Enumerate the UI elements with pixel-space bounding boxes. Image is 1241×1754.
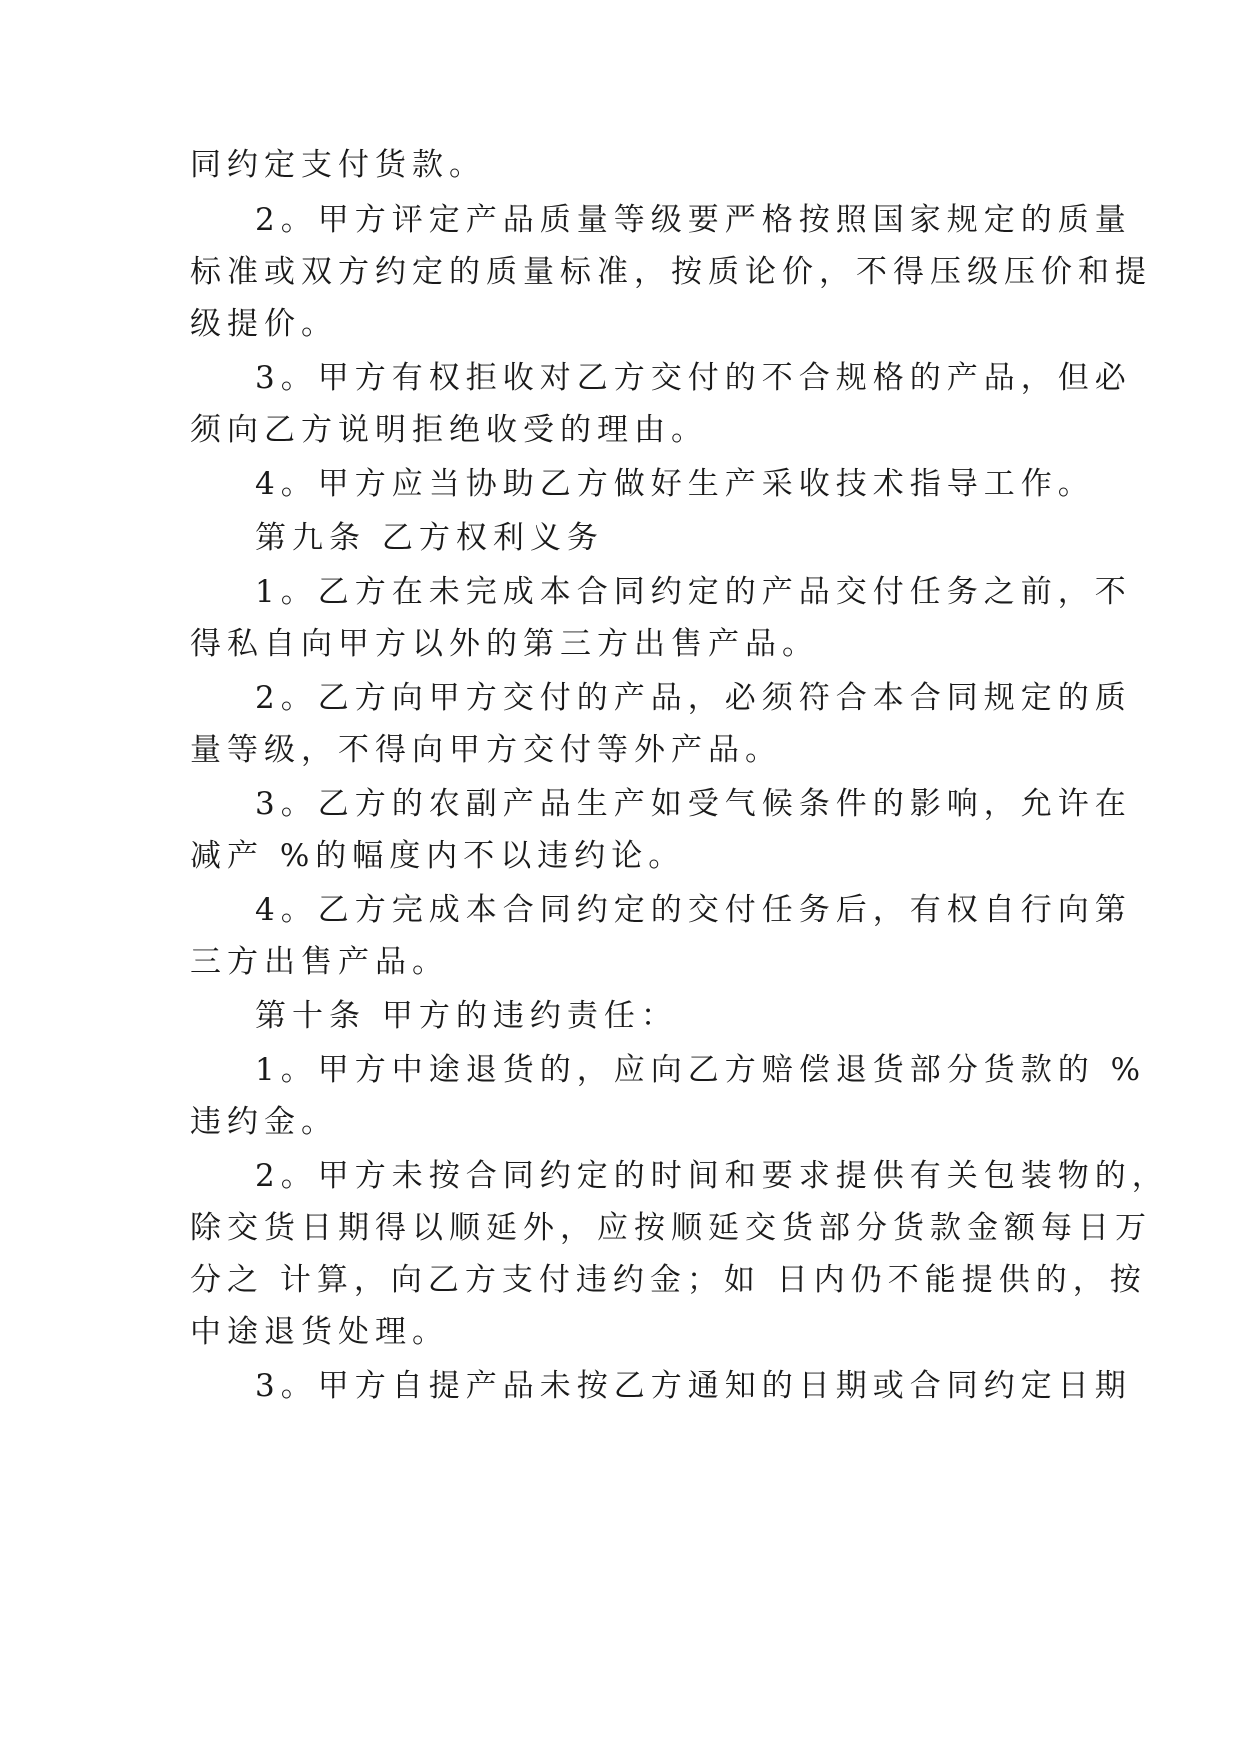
text-line: 减产 %的幅度内不以违约论。 [190, 838, 686, 874]
text-line: 量等级，不得向甲方交付等外产品。 [190, 732, 782, 768]
text-line: 违约金。 [190, 1104, 338, 1140]
text-line: 须向乙方说明拒绝收受的理由。 [190, 412, 708, 448]
text-line: 除交货日期得以顺延外，应按顺延交货部分货款金额每日万 [190, 1210, 1152, 1246]
text-line: 2。甲方评定产品质量等级要严格按照国家规定的质量 [255, 202, 1132, 238]
text-line: 3。甲方有权拒收对乙方交付的不合规格的产品，但必 [255, 360, 1132, 396]
text-line: 级提价。 [190, 306, 338, 342]
text-line: 1。乙方在未完成本合同约定的产品交付任务之前，不 [255, 574, 1132, 610]
text-line: 得私自向甲方以外的第三方出售产品。 [190, 626, 819, 662]
text-line: 标准或双方约定的质量标准，按质论价，不得压级压价和提 [190, 254, 1152, 290]
text-line: 分之 计算，向乙方支付违约金；如 日内仍不能提供的，按 [190, 1262, 1147, 1298]
section-heading: 第十条 甲方的违约责任： [255, 998, 678, 1034]
text-line: 3。甲方自提产品未按乙方通知的日期或合同约定日期 [255, 1368, 1132, 1404]
text-line: 3。乙方的农副产品生产如受气候条件的影响，允许在 [255, 786, 1132, 822]
text-line: 三方出售产品。 [190, 944, 449, 980]
text-line: 2。乙方向甲方交付的产品，必须符合本合同规定的质 [255, 680, 1132, 716]
text-line: 1。甲方中途退货的，应向乙方赔偿退货部分货款的 % [255, 1052, 1147, 1088]
text-line: 2。甲方未按合同约定的时间和要求提供有关包装物的， [255, 1158, 1169, 1194]
text-line: 中途退货处理。 [190, 1314, 449, 1350]
text-line: 4。乙方完成本合同约定的交付任务后，有权自行向第 [255, 892, 1132, 928]
text-line: 同约定支付货款。 [190, 147, 486, 183]
text-line: 4。甲方应当协助乙方做好生产采收技术指导工作。 [255, 466, 1095, 502]
section-heading: 第九条 乙方权利义务 [255, 520, 604, 556]
